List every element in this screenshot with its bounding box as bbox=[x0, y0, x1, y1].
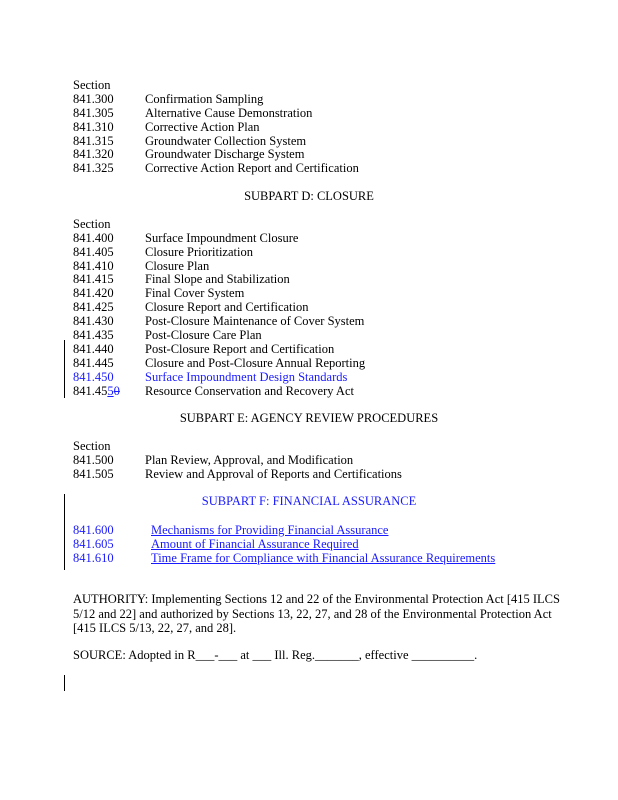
list-item: 841.425 Closure Report and Certification bbox=[73, 300, 309, 314]
list-item: 841.315 Groundwater Collection System bbox=[73, 134, 307, 148]
list-item: 841.500 Plan Review, Approval, and Modification bbox=[73, 453, 354, 467]
change-bar bbox=[64, 340, 65, 398]
list-item: 841.410 Closure Plan bbox=[73, 259, 210, 273]
section-label: Section bbox=[73, 217, 111, 231]
deleted-digit: 0 bbox=[113, 384, 120, 398]
subpart-d-heading: SUBPART D: CLOSURE bbox=[244, 189, 374, 203]
subpart-e-heading: SUBPART E: AGENCY REVIEW PROCEDURES bbox=[179, 411, 439, 425]
list-item: 841.320 Groundwater Discharge System bbox=[73, 147, 305, 161]
list-item: 841.420 Final Cover System bbox=[73, 286, 245, 300]
inserted-list-item: 841.610 Time Frame for Compliance with Financial Assurance Requirements bbox=[73, 551, 496, 565]
section-label: Section bbox=[73, 78, 111, 92]
revised-list-item: 841.4550 Resource Conservation and Recovery Act bbox=[73, 384, 354, 398]
section-label: Section bbox=[73, 439, 111, 453]
list-item: 841.445 Closure and Post-Closure Annual Reporting bbox=[73, 356, 366, 370]
list-item: 841.310 Corrective Action Plan bbox=[73, 120, 260, 134]
list-item: 841.435 Post-Closure Care Plan bbox=[73, 328, 262, 342]
list-item: 841.415 Final Slope and Stabilization bbox=[73, 272, 290, 286]
list-item: 841.300 Confirmation Sampling bbox=[73, 92, 264, 106]
list-item: 841.430 Post-Closure Maintenance of Cover System bbox=[73, 314, 365, 328]
list-item: 841.400 Surface Impoundment Closure bbox=[73, 231, 299, 245]
list-item: 841.305 Alternative Cause Demonstration bbox=[73, 106, 313, 120]
source-paragraph: SOURCE: Adopted in R___-___ at ___ Ill. Reg._______, effective __________. bbox=[73, 648, 478, 662]
list-item: 841.325 Corrective Action Report and Certification bbox=[73, 161, 359, 175]
list-item: 841.505 Review and Approval of Reports and Certifications bbox=[73, 467, 402, 481]
list-item: 841.405 Closure Prioritization bbox=[73, 245, 253, 259]
subpart-f-heading: SUBPART F: FINANCIAL ASSURANCE bbox=[201, 494, 417, 508]
inserted-list-item: 841.450 Surface Impoundment Design Standards bbox=[73, 370, 348, 384]
authority-paragraph: AUTHORITY: Implementing Sections 12 and 22 of the Environmental Protection Act [415 ILCS 5/12 and 22] and authorized by Sections 13, 22, 27, and 28 of the Environmental Protection Act [415 ILCS 5/13, 22, 27, and 28]. bbox=[73, 592, 560, 635]
inserted-list-item: 841.605 Amount of Financial Assurance Required bbox=[73, 537, 359, 551]
list-item: 841.440 Post-Closure Report and Certification bbox=[73, 342, 335, 356]
inserted-digit: 5 bbox=[107, 384, 114, 398]
change-bar bbox=[64, 675, 65, 691]
inserted-list-item: 841.600 Mechanisms for Providing Financial Assurance bbox=[73, 523, 389, 537]
